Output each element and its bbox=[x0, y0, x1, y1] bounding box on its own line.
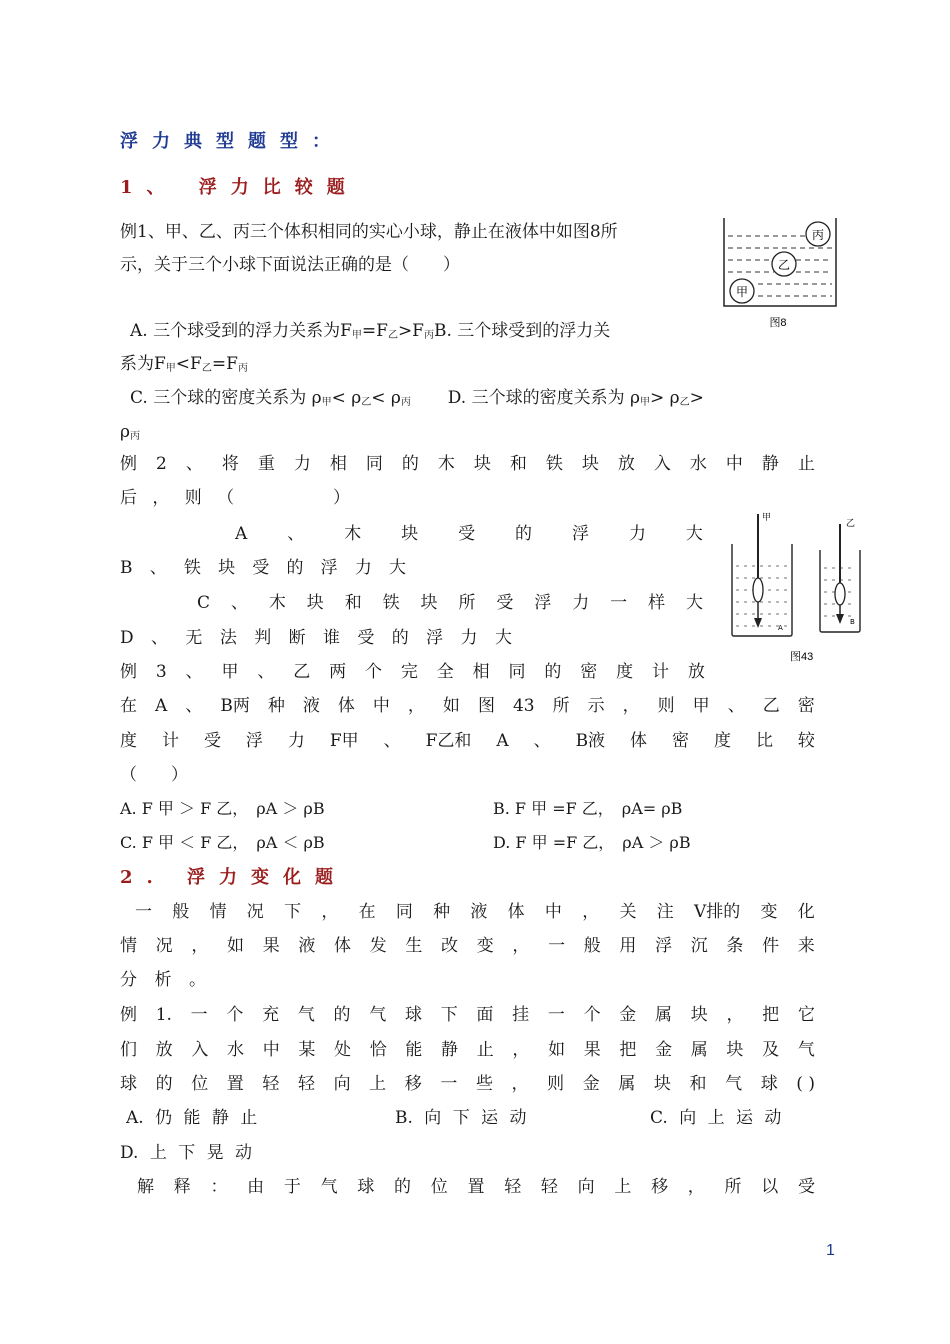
ex3-line3 bbox=[120, 729, 815, 753]
fig43-label-jia: 甲 bbox=[762, 513, 772, 523]
text-segment: 的 bbox=[333, 1005, 351, 1025]
text-segment: 相 bbox=[329, 454, 347, 474]
text-segment: 下 bbox=[440, 1005, 458, 1025]
text-segment: 中 bbox=[372, 696, 390, 716]
text-segment: 的 bbox=[544, 662, 562, 682]
text-segment: 能 bbox=[405, 1040, 423, 1060]
text-segment: 轻 bbox=[262, 1074, 280, 1094]
text-segment: A bbox=[496, 731, 509, 751]
ex1-options-ab: A. 三个球受到的浮力关系为F甲=F乙>F丙B. 三个球受到的浮力关 bbox=[130, 321, 611, 341]
text-segment: 例 bbox=[120, 662, 137, 682]
text-segment: 浮 bbox=[320, 558, 338, 578]
ex2-option-d bbox=[120, 626, 512, 650]
text-segment: 面 bbox=[476, 1005, 494, 1025]
text-segment: ， bbox=[512, 1040, 530, 1060]
text-segment: 受 bbox=[203, 731, 221, 751]
text-segment: 一 bbox=[610, 593, 628, 613]
text-segment: ， bbox=[582, 902, 600, 922]
text-segment: 入 bbox=[653, 454, 671, 474]
ex3-line2 bbox=[120, 694, 815, 718]
text-segment: 属 bbox=[690, 1040, 708, 1060]
text-segment: 块 bbox=[401, 524, 419, 544]
section2-explanation bbox=[137, 1175, 815, 1199]
text-segment: 浮 bbox=[245, 731, 263, 751]
text-segment: 、 bbox=[230, 593, 248, 613]
text-segment: 1. bbox=[155, 1005, 172, 1025]
text-segment: 铁 bbox=[183, 558, 201, 578]
text-segment: 的 bbox=[401, 454, 419, 474]
text-segment: 况 bbox=[246, 902, 264, 922]
text-segment: 的 bbox=[394, 1177, 412, 1197]
text-segment: ， bbox=[511, 1074, 529, 1094]
text-segment: 况 bbox=[155, 936, 173, 956]
text-segment: 于 bbox=[283, 1177, 301, 1197]
text-segment: 改 bbox=[441, 936, 459, 956]
text-segment: 大 bbox=[686, 593, 703, 613]
text-segment: 液 bbox=[470, 902, 488, 922]
text-segment: 将 bbox=[221, 454, 239, 474]
text-segment: 气 bbox=[320, 1177, 338, 1197]
text-segment: B bbox=[120, 558, 133, 578]
text-segment: 球 bbox=[404, 1005, 422, 1025]
section1-heading: 1、 浮力比较题 bbox=[120, 177, 359, 198]
ex3-line4: （ ） bbox=[120, 765, 188, 785]
text-segment: F甲 bbox=[329, 731, 359, 751]
text-segment: ： bbox=[210, 1177, 228, 1197]
text-segment: 43 bbox=[512, 696, 535, 716]
text-segment: 般 bbox=[583, 936, 601, 956]
text-segment: 力 bbox=[293, 454, 311, 474]
text-segment: 球 bbox=[120, 1074, 137, 1094]
ex3-option-b: B. F 甲 =F 乙， ρA= ρB bbox=[493, 799, 683, 818]
text-segment: 的 bbox=[155, 1074, 173, 1094]
text-segment: 生 bbox=[405, 936, 423, 956]
text-segment: （ bbox=[217, 488, 235, 508]
text-segment: 度 bbox=[120, 731, 137, 751]
ball-yi-label: 乙 bbox=[777, 258, 791, 272]
ex1-option-d-cont: ρ丙 bbox=[120, 422, 140, 442]
text-segment: 例 bbox=[120, 454, 137, 474]
text-segment: 铁 bbox=[545, 454, 563, 474]
text-segment: 受 bbox=[496, 593, 514, 613]
text-segment: 比 bbox=[755, 731, 773, 751]
text-segment: 液 bbox=[298, 936, 316, 956]
text-segment: ， bbox=[512, 936, 530, 956]
text-segment: 中 bbox=[725, 454, 743, 474]
text-segment: D bbox=[120, 628, 134, 648]
text-segment: 体 bbox=[334, 936, 352, 956]
text-segment: 充 bbox=[262, 1005, 280, 1025]
text-segment: 位 bbox=[430, 1177, 448, 1197]
text-segment: 两 bbox=[329, 662, 347, 682]
text-segment: 力 bbox=[460, 628, 478, 648]
text-segment: 水 bbox=[689, 454, 707, 474]
text-segment: 力 bbox=[354, 558, 372, 578]
section2-intro-line2 bbox=[120, 934, 815, 958]
text-segment: 法 bbox=[219, 628, 237, 648]
text-segment: 、 bbox=[533, 731, 551, 751]
text-segment: 力 bbox=[287, 731, 305, 751]
text-segment: 般 bbox=[172, 902, 190, 922]
ex2-line1 bbox=[120, 452, 815, 476]
text-segment: 个 bbox=[226, 1005, 244, 1025]
text-segment: 大 bbox=[494, 628, 512, 648]
text-segment: 则 bbox=[184, 488, 202, 508]
section2-intro-line1 bbox=[135, 900, 815, 924]
text-segment: 后 bbox=[120, 488, 137, 508]
text-segment: 甲 bbox=[221, 662, 239, 682]
text-segment: F乙和 bbox=[425, 731, 472, 751]
text-segment: 相 bbox=[472, 662, 490, 682]
ex3-option-d: D. F 甲 =F 乙， ρA ＞ ρB bbox=[493, 833, 691, 852]
section2-ex1-line3 bbox=[120, 1072, 815, 1096]
text-segment: 、 bbox=[257, 662, 275, 682]
text-segment: 块 bbox=[306, 593, 324, 613]
text-segment: 来 bbox=[797, 936, 815, 956]
text-segment: 块 bbox=[218, 558, 236, 578]
text-segment: 及 bbox=[762, 1040, 780, 1060]
text-segment: 放 bbox=[155, 1040, 173, 1060]
text-segment: 、 bbox=[185, 454, 203, 474]
text-segment: 同 bbox=[508, 662, 526, 682]
ex2-option-c bbox=[197, 591, 703, 615]
text-segment: 度 bbox=[616, 662, 634, 682]
text-segment: 图 bbox=[477, 696, 495, 716]
text-segment: 所 bbox=[458, 593, 476, 613]
text-segment: 果 bbox=[583, 1040, 601, 1060]
ex3-option-a: A. F 甲 ＞ F 乙， ρA ＞ ρB bbox=[120, 799, 325, 818]
text-segment: 变 bbox=[760, 902, 778, 922]
text-segment: 入 bbox=[191, 1040, 209, 1060]
text-segment: 、 bbox=[287, 524, 305, 544]
text-segment: 块 bbox=[581, 454, 599, 474]
text-segment: 判 bbox=[254, 628, 272, 648]
ex2-option-b bbox=[120, 556, 406, 580]
text-segment: 解 bbox=[137, 1177, 154, 1197]
text-segment: 条 bbox=[726, 936, 744, 956]
text-segment: 样 bbox=[648, 593, 666, 613]
text-segment: 把 bbox=[762, 1005, 780, 1025]
text-segment: C bbox=[197, 593, 211, 613]
page-number: 1 bbox=[826, 1242, 835, 1259]
text-segment: 变 bbox=[476, 936, 494, 956]
text-segment: 的 bbox=[515, 524, 533, 544]
text-segment: 受 bbox=[458, 524, 476, 544]
text-segment: 块 bbox=[473, 454, 491, 474]
text-segment: 一 bbox=[548, 936, 566, 956]
text-segment: 关 bbox=[619, 902, 637, 922]
figure-43 bbox=[726, 510, 866, 669]
text-segment: 向 bbox=[333, 1074, 351, 1094]
ex3-option-c: C. F 甲 ＜ F 乙， ρA ＜ ρB bbox=[120, 833, 325, 852]
text-segment: ， bbox=[687, 1177, 705, 1197]
text-segment: 上 bbox=[614, 1177, 632, 1197]
text-segment: 释 bbox=[173, 1177, 191, 1197]
text-segment: B液 bbox=[575, 731, 606, 751]
text-segment: 中 bbox=[262, 1040, 280, 1060]
text-segment: 们 bbox=[120, 1040, 137, 1060]
text-segment: 向 bbox=[577, 1177, 595, 1197]
text-segment: 所 bbox=[724, 1177, 742, 1197]
section2-ex1-option-d: D. 上 下 晃 动 bbox=[120, 1143, 253, 1163]
ex3-line1 bbox=[120, 660, 705, 684]
text-segment: 、 bbox=[151, 628, 169, 648]
text-segment: A bbox=[155, 696, 168, 716]
fig43-label-b: B bbox=[850, 618, 855, 626]
figure-8-caption: 图8 bbox=[769, 317, 787, 329]
text-segment: 、 bbox=[185, 662, 203, 682]
text-segment: 、 bbox=[727, 696, 745, 716]
text-segment: ， bbox=[321, 902, 339, 922]
text-segment: ( ) bbox=[796, 1074, 815, 1094]
text-segment: 轻 bbox=[297, 1074, 315, 1094]
ex2-option-a bbox=[235, 522, 703, 546]
text-segment: B两 bbox=[220, 696, 250, 716]
text-segment: 如 bbox=[442, 696, 460, 716]
text-segment: 木 bbox=[268, 593, 286, 613]
text-segment: 中 bbox=[544, 902, 562, 922]
text-segment: 重 bbox=[257, 454, 275, 474]
text-segment: 位 bbox=[191, 1074, 209, 1094]
text-segment: 块 bbox=[653, 1074, 671, 1094]
text-segment bbox=[250, 486, 318, 510]
text-segment: 移 bbox=[404, 1074, 422, 1094]
text-segment: 完 bbox=[400, 662, 418, 682]
text-segment: 3 bbox=[155, 662, 167, 682]
text-segment: 分 bbox=[120, 970, 137, 990]
text-segment: 果 bbox=[262, 936, 280, 956]
text-segment: 。 bbox=[189, 970, 206, 990]
section2-ex1-option-c: C. 向 上 运 动 bbox=[650, 1108, 782, 1128]
text-segment: 情 bbox=[120, 936, 137, 956]
text-segment: 种 bbox=[267, 696, 285, 716]
text-segment: 、 bbox=[383, 731, 401, 751]
text-segment: 气 bbox=[725, 1074, 743, 1094]
text-segment: 如 bbox=[227, 936, 245, 956]
text-segment: 木 bbox=[344, 524, 362, 544]
text-segment: 止 bbox=[797, 454, 815, 474]
ball-bing-label: 丙 bbox=[811, 228, 825, 242]
text-segment: 由 bbox=[247, 1177, 265, 1197]
text-segment: 静 bbox=[761, 454, 779, 474]
text-segment: 属 bbox=[618, 1074, 636, 1094]
text-segment: 的 bbox=[391, 628, 409, 648]
text-segment: 放 bbox=[617, 454, 635, 474]
text-segment: 止 bbox=[476, 1040, 494, 1060]
text-segment: 件 bbox=[762, 936, 780, 956]
text-segment: 则 bbox=[657, 696, 675, 716]
text-segment: 放 bbox=[687, 662, 705, 682]
section2-ex1-line2 bbox=[120, 1038, 815, 1062]
ex2-line2 bbox=[120, 486, 400, 510]
text-segment: 块 bbox=[690, 1005, 708, 1025]
text-segment: 浮 bbox=[426, 628, 444, 648]
text-segment: 一 bbox=[135, 902, 152, 922]
text-segment: 、 bbox=[149, 558, 167, 578]
text-segment: 金 bbox=[655, 1040, 673, 1060]
text-segment: 静 bbox=[441, 1040, 459, 1060]
text-segment: 例 bbox=[120, 1005, 137, 1025]
text-segment: 金 bbox=[582, 1074, 600, 1094]
text-segment: ， bbox=[622, 696, 640, 716]
text-segment: 乙 bbox=[293, 662, 311, 682]
text-segment: 体 bbox=[337, 696, 355, 716]
text-segment: 谁 bbox=[322, 628, 340, 648]
text-segment: 用 bbox=[619, 936, 637, 956]
text-segment: 同 bbox=[395, 902, 413, 922]
text-segment: 化 bbox=[797, 902, 815, 922]
text-segment: 的 bbox=[286, 558, 304, 578]
text-segment: 力 bbox=[572, 593, 590, 613]
text-segment: 以 bbox=[761, 1177, 779, 1197]
text-segment: ， bbox=[191, 936, 209, 956]
ex1-option-b-cont: 系为F甲<F乙=F丙 bbox=[120, 354, 248, 374]
text-segment: 密 bbox=[672, 731, 689, 751]
text-segment: 度 bbox=[713, 731, 731, 751]
text-segment: 受 bbox=[357, 628, 375, 648]
text-segment: 体 bbox=[630, 731, 648, 751]
text-segment: 恰 bbox=[369, 1040, 387, 1060]
ex1-line1: 例1、甲、乙、丙三个体积相同的实心小球，静止在液体中如图8所 bbox=[120, 222, 618, 242]
text-segment: 无 bbox=[185, 628, 203, 648]
text-segment: 断 bbox=[288, 628, 306, 648]
text-segment: 下 bbox=[284, 902, 302, 922]
text-segment: 移 bbox=[651, 1177, 669, 1197]
text-segment: 一 bbox=[440, 1074, 458, 1094]
text-segment: 密 bbox=[797, 696, 815, 716]
figure-43-caption: 图43 bbox=[790, 651, 814, 663]
text-segment: 浮 bbox=[572, 524, 589, 544]
text-segment: 块 bbox=[726, 1040, 744, 1060]
text-segment: 气 bbox=[797, 1040, 815, 1060]
text-segment: 发 bbox=[369, 936, 387, 956]
text-segment: 注 bbox=[656, 902, 674, 922]
ball-jia-label: 甲 bbox=[735, 285, 749, 299]
text-segment: 把 bbox=[619, 1040, 637, 1060]
text-segment: 沉 bbox=[690, 936, 708, 956]
text-segment: 处 bbox=[334, 1040, 352, 1060]
text-segment: A bbox=[235, 524, 248, 544]
text-segment: 置 bbox=[226, 1074, 244, 1094]
text-segment: 和 bbox=[509, 454, 527, 474]
text-segment: 块 bbox=[420, 593, 438, 613]
text-segment: 同 bbox=[365, 454, 383, 474]
page-title: 浮力典型题型： bbox=[120, 131, 344, 152]
text-segment: ， bbox=[726, 1005, 744, 1025]
text-segment: 析 bbox=[154, 970, 172, 990]
text-segment: 计 bbox=[161, 731, 179, 751]
fig43-label-yi: 乙 bbox=[846, 519, 856, 529]
text-segment: 气 bbox=[297, 1005, 315, 1025]
text-segment: 浮 bbox=[655, 936, 673, 956]
text-segment: 乙 bbox=[762, 696, 780, 716]
text-segment: 较 bbox=[797, 731, 815, 751]
section2-heading: 2. 浮力变化题 bbox=[120, 867, 348, 888]
text-segment: 上 bbox=[369, 1074, 387, 1094]
text-segment: 一 bbox=[190, 1005, 208, 1025]
text-segment: 体 bbox=[507, 902, 525, 922]
text-segment: 和 bbox=[689, 1074, 707, 1094]
text-segment: 所 bbox=[552, 696, 570, 716]
section2-ex1-option-a: A. 仍 能 静 止 bbox=[126, 1108, 258, 1128]
text-segment: 铁 bbox=[382, 593, 400, 613]
text-segment: 2 bbox=[156, 454, 167, 474]
text-segment: 受 bbox=[797, 1177, 815, 1197]
text-segment: 它 bbox=[797, 1005, 815, 1025]
section2-ex1-line1 bbox=[120, 1003, 815, 1027]
ex1-line2: 示，关于三个小球下面说法正确的是（ ） bbox=[120, 255, 460, 275]
text-segment: 在 bbox=[120, 696, 137, 716]
text-segment: 则 bbox=[547, 1074, 565, 1094]
text-segment: 轻 bbox=[504, 1177, 522, 1197]
text-segment: 液 bbox=[302, 696, 320, 716]
beaker-balls-diagram bbox=[718, 212, 843, 332]
text-segment: 属 bbox=[655, 1005, 673, 1025]
text-segment: 气 bbox=[369, 1005, 387, 1025]
text-segment: 密 bbox=[580, 662, 598, 682]
text-segment: 大 bbox=[389, 558, 406, 578]
text-segment: 全 bbox=[436, 662, 454, 682]
text-segment: 个 bbox=[364, 662, 382, 682]
text-segment: 木 bbox=[437, 454, 455, 474]
text-segment: 个 bbox=[583, 1005, 601, 1025]
ex1-options-cd: C. 三个球的密度关系为 ρ甲< ρ乙< ρ丙 D. 三个球的密度关系为 ρ甲> ρ乙> bbox=[130, 388, 704, 408]
text-segment: 浮 bbox=[534, 593, 552, 613]
text-segment: ， bbox=[407, 696, 425, 716]
text-segment: 某 bbox=[298, 1040, 316, 1060]
fig43-label-a: A bbox=[778, 624, 783, 632]
text-segment: 计 bbox=[651, 662, 669, 682]
text-segment: 甲 bbox=[692, 696, 710, 716]
text-segment: ） bbox=[332, 488, 350, 508]
text-segment: 如 bbox=[548, 1040, 566, 1060]
text-segment: 在 bbox=[358, 902, 376, 922]
text-segment: 情 bbox=[209, 902, 227, 922]
section2-intro-line3 bbox=[120, 968, 220, 992]
text-segment: 些 bbox=[475, 1074, 493, 1094]
text-segment: 种 bbox=[433, 902, 451, 922]
text-segment: 和 bbox=[344, 593, 362, 613]
text-segment: 大 bbox=[685, 524, 703, 544]
text-segment: 力 bbox=[628, 524, 646, 544]
text-segment: 金 bbox=[619, 1005, 637, 1025]
text-segment: 球 bbox=[760, 1074, 778, 1094]
section2-ex1-option-b: B. 向 下 运 动 bbox=[395, 1108, 527, 1128]
text-segment: 水 bbox=[227, 1040, 245, 1060]
text-segment: 轻 bbox=[540, 1177, 558, 1197]
text-segment: 、 bbox=[185, 696, 203, 716]
text-segment: V排的 bbox=[693, 902, 741, 922]
text-segment: 示 bbox=[587, 696, 605, 716]
text-segment: 受 bbox=[252, 558, 270, 578]
text-segment: ， bbox=[152, 488, 170, 508]
text-segment: 球 bbox=[357, 1177, 375, 1197]
figure-8 bbox=[718, 212, 843, 336]
hydrometer-diagram bbox=[726, 510, 866, 665]
text-segment: 挂 bbox=[512, 1005, 530, 1025]
text-segment: 一 bbox=[547, 1005, 565, 1025]
text-segment: 置 bbox=[467, 1177, 485, 1197]
